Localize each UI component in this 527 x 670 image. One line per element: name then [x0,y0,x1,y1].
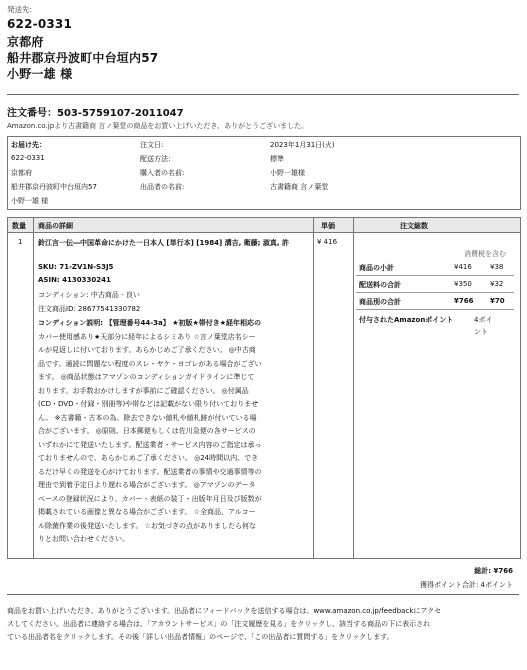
prefecture: 京都府 [7,35,44,49]
summary-divider [356,275,514,276]
item-total-amount: ¥766 [454,297,474,305]
subtotal-amount: ¥416 [454,263,472,271]
description-line: るだけ早くの発送を心がけております。配送業者の事情や交通事情等の [38,467,262,476]
deliver-to-line: 小野一雄 様 [11,197,49,205]
description-line: いずれかにて発送いたします。配送業者・サービス内容のご指定は承っ [38,440,262,449]
shipping-total-amount: ¥350 [454,280,472,288]
shipping-method-label: 配送方法： [140,155,175,163]
column-divider [353,218,354,558]
item-sku: SKU: 71-ZV1N-S3J5 [38,263,114,271]
shipping-total-tax: ¥32 [490,280,504,288]
description-line: カバー使用感あり★天部分に経年によるシミあり ☆言ノ葉堂店名シー [38,332,256,341]
divider [7,94,519,95]
deliver-to-line: 京都府 [11,169,32,177]
item-title: 鈴江言一伝―中国革命にかけた一日本人 [単行本] [1984] 溝吉, 衛藤; 淑真, 許 [38,239,290,247]
description-line: ておりませんので、あらかじめご了承ください。 ◎24時間以内、でき [38,454,259,462]
buyer-name-label: 購入者の名前: [140,169,185,177]
item-quantity: 1 [18,238,23,246]
shipping-total-label: 配送料の合計 [359,281,401,289]
address: 船井郡京丹波町中台垣内57 [7,51,159,65]
points-total: 獲得ポイント合計: 4ポイント [419,581,513,589]
description-line: ベースの登録状況により、カバー・表紙の装丁・出版年月日及び版数が [38,494,262,503]
tax-included-label: 消費税を含む [464,250,506,258]
header-qty: 数量 [12,222,26,230]
shipping-method-value: 標準 [270,155,284,163]
grand-total: 総計: ¥766 [474,567,513,575]
column-divider [313,218,314,558]
subtotal-tax: ¥38 [490,263,504,271]
deliver-to-label: お届け先： [11,141,46,149]
order-date-value: 2023年1月31日(火) [270,141,335,149]
description-line: ル除菌作業の後発送いたします。 ☆お気づきの点がありましたら何な [38,521,256,530]
summary-divider [356,292,514,293]
deliver-to-line: 船井郡京丹波町中台垣内57 [11,183,97,191]
subtotal-label: 商品の小計 [359,264,394,272]
item-unit-price: ¥ 416 [317,238,338,246]
points-value: 4ポイ [474,316,493,324]
items-table [7,217,521,559]
footer-line: 商品をお買い上げいただき、ありがとうございます。出品者にフィードバックを送信する場合は、www.amazon.co.jp/feedbackにアクセ [7,607,442,615]
footer-divider [7,594,519,595]
order-info-box [7,136,521,210]
footer-line: ている出品者名をクリックします。その後「詳しい出品者情報」のページで、「この出品者に質問する」をクリックします。 [7,633,394,641]
table-header [8,218,520,233]
description-line: ます。 ◎商品状態はアマゾンのコンディションガイドラインに準じて [38,373,255,381]
recipient-name: 小野一雄 様 [7,67,73,81]
description-line: 掲載されている画像と異なる場合がございます。 ☆全商品、アルコー [38,508,256,516]
item-total-label: 商品別の合計 [359,298,401,306]
description-line: 合がございます。 ◎原則、日本郵便もしくは佐川急便の各サービスの [38,427,256,435]
item-description [38,317,312,547]
item-asin: ASIN: 4130330241 [38,276,111,284]
summary-divider [356,309,514,310]
order-date-label: 注文日: [140,141,164,149]
ship-to-label: 発送先: [7,5,33,14]
description-line: コンディション説明: 【管理番号44-3a】 ★初版★帯付き★経年相応の [38,319,262,327]
item-condition: コンディション: 中古商品 - 良い [38,291,140,299]
footer-message [7,605,519,644]
description-line: 品です。通読に問題ない程度のスレ・ヤケ・ヨゴレがある場合がござい [38,359,262,368]
header-total: 注文総数 [400,222,428,230]
item-total-tax: ¥70 [490,297,505,305]
description-line: (CD・DVD・付録・別冊等)や帯などは記載がない限り付いておりませ [38,400,259,408]
deliver-to-line: 622-0331 [11,154,45,162]
header-details: 商品の詳細 [38,222,73,230]
seller-name-label: 出品者の名前: [140,183,185,191]
buyer-name-value: 小野一雄様 [270,169,305,177]
footer-line: スしてください。出品者に連絡する場合は、「アカウントサービス」の「注文履歴を見る」をクリックし、該当する商品の下に表示され [7,620,431,628]
order-number: 注文番号：503-5759107-2011047 [7,108,184,119]
seller-name-value: 古書籍商 言ノ葉堂 [270,183,329,191]
postal-code: 622-0331 [7,17,73,31]
description-line: ん。 ※古書籍・古本の為、除去できない値札や値札跡が付いている場 [38,413,257,422]
thanks-message: Amazon.co.jpより古書籍商 言ノ葉堂の商品をお買い上げいただき、ありがとうございました。 [7,122,309,130]
description-line: ルが見返しに付いております。あらかじめご了承ください。 ◎中古商 [38,346,256,354]
description-line: 理由で到着予定日より遅れる場合がございます。 ◎アマゾンのデータ [38,481,256,489]
description-line: りとお問い合わせください。 [38,535,129,543]
description-line: おります。お手数おかけしますが事前にご確認ください。 ◎付属品 [38,386,249,395]
points-value-cont: ント [474,328,488,336]
header-price: 単価 [321,222,335,230]
item-order-id: 注文商品ID: 28677541330782 [38,305,141,313]
column-divider [33,218,34,558]
points-label: 付与されたAmazonポイント [359,316,454,324]
